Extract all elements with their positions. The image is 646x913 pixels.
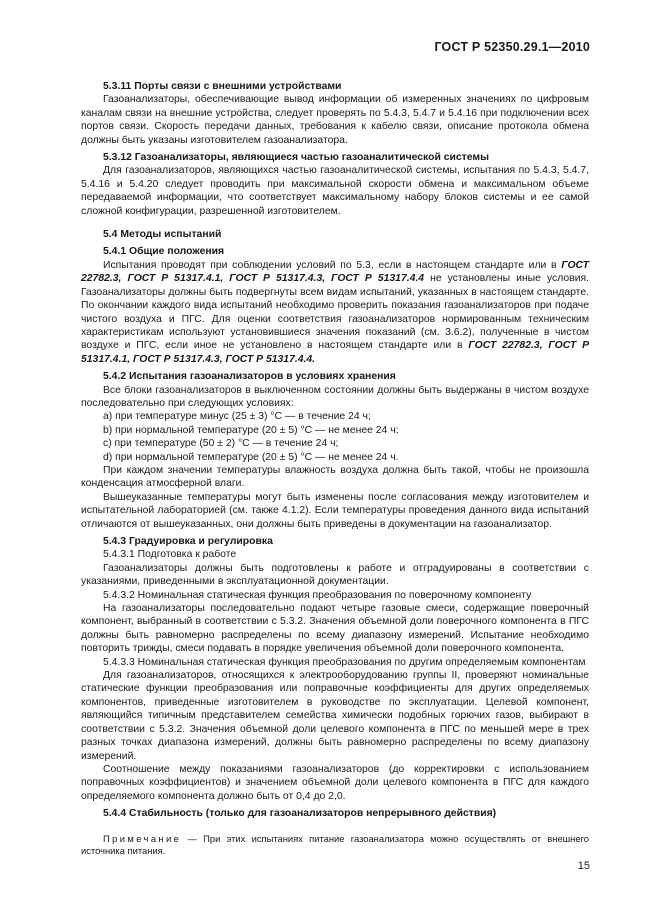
note — [81, 833, 589, 858]
paragraph-temperature-changes: Вышеуказанные температуры могут быть изменены после согласования между изготовителем и испытательной лабораторией (см. также 4.1.2). Если температуры проведения данного вида испытаний отличаются от вышеуказанных, они должны быть приведены в документации на газоанализатор. — [81, 491, 589, 530]
heading-5-4: 5.4 Методы испытаний — [103, 229, 222, 241]
heading-5-4-3: 5.4.3 Градуировка и регулировка — [103, 536, 273, 547]
heading-5-3-12: 5.3.12 Газоанализаторы, являющиеся частью газоаналитической системы — [103, 152, 489, 164]
paragraph-5-4-3-2: На газоанализаторы последовательно подают четыре газовые смеси, содержащие поверочный компонент, выбранный в соответствии с 5.3.2. Значения объемной доли поверочного компонента в ПГС должны быть равномерно распределены по всему диапазону измерений. Испытание необходимо повторить трижды, смеси подавать в порядке увеличения объемной доли поверочного компонента. — [81, 603, 589, 655]
paragraph-5-3-11: Газоанализаторы, обеспечивающие вывод информации об измеренных значениях по цифровым каналам связи на внешние устройства, следует проверять по 5.4.3, 5.4.7 и 5.4.16 при подключении всех портов связи. Скорость передачи данных, требования к кабелю связи, описание протокола обмена должны быть указаны изготовителем газоанализатора. — [81, 94, 589, 146]
paragraph-5-4-3-3-b: Соотношение между показаниями газоанализаторов (до корректировки с использованием поправочных коэффициентов) и значением объемной доли целевого компонента в ПГС для каждого определяемого компонента должно быть от 0,4 до 2,0. — [81, 763, 589, 802]
subheading-5-4-3-2: 5.4.3.2 Номинальная статическая функция преобразования по поверочному компоненту — [103, 589, 532, 601]
page-number: 15 — [577, 860, 590, 872]
heading-5-4-1: 5.4.1 Общие положения — [103, 246, 225, 258]
standard-header: ГОСТ Р 52350.29.1—2010 — [434, 40, 590, 54]
subheading-5-4-3-3: 5.4.3.3 Номинальная статическая функция преобразования по другим определяемым компонентам — [103, 656, 586, 668]
note-label: Примечание — [103, 832, 182, 844]
paragraph-5-4-3-3-a: Для газоанализаторов, относящихся к электрооборудованию группы II, проверяют номинальные статические функции преобразования или поправочные коэффициенты для других определяемых компонентов, приведенные изготовителем в руководстве по эксплуатации. Целевой компонент, являющийся типичным представителем семейства химически подобных горючих газов, выбирают в соответствии с 5.3.2. Значения объемной доли целевого компонента в ПГС по меньшей мере в трех разных точках диапазона измерений, должны быть равномерно распределены по всему диапазону измерений. — [81, 670, 589, 762]
paragraph-5-4-1-part-1: Испытания проводят при соблюдении условий по 5.3, если в настоящем стандарте или в — [103, 259, 557, 271]
note-text: — При этих испытаниях питание газоанализатора можно осуществлять от внешнего источника питания. — [81, 832, 589, 856]
list-item: d) при нормальной температуре (20 ± 5) °С — не менее 24 ч. — [103, 451, 399, 463]
heading-5-4-2: 5.4.2 Испытания газоанализаторов в условиях хранения — [103, 371, 396, 383]
paragraph-5-4-3-1: Газоанализаторы должны быть подготовлены к работе и отградуированы в соответствии с указаниями, приведенными в эксплуатационной документации. — [81, 562, 589, 588]
heading-5-4-4: 5.4.4 Стабильность (только для газоанализаторов непрерывного действия) — [103, 808, 497, 820]
paragraph-5-4-1 — [81, 259, 589, 366]
list-item: а) при температуре минус (25 ± 3) °С — в течение 24 ч; — [103, 411, 371, 423]
list-item: с) при температуре (50 ± 2) °С — в течение 24 ч; — [103, 438, 339, 450]
standards-reference-2: ГОСТ 22782.3, ГОСТ Р 51317.4.1, ГОСТ Р 51317.4.3, ГОСТ Р 51317.4.4. — [81, 340, 589, 365]
subheading-5-4-3-1: 5.4.3.1 Подготовка к работе — [103, 549, 237, 561]
list-item: b) при нормальной температуре (20 ± 5) °С — не менее 24 ч; — [103, 424, 399, 436]
document-body — [81, 80, 589, 857]
paragraph-humidity: При каждом значении температуры влажность воздуха должна быть такой, чтобы не произошла конденсация атмосферной влаги. — [81, 464, 589, 490]
heading-5-3-11: 5.3.11 Порты связи с внешними устройствами — [103, 81, 342, 92]
paragraph-5-3-12: Для газоанализаторов, являющихся частью газоаналитической системы, испытания по 5.4.3, 5.4.7, 5.4.16 и 5.4.20 следует проводить при максимальной скорости обмена и максимальном объеме передаваемой информации, что соответствует максимальному набору блоков системы и ее самой сложной конфигурации, разрешенной изготовителем. — [81, 165, 589, 217]
paragraph-5-4-2-intro: Все блоки газоанализаторов в выключенном состоянии должны быть выдержаны в чистом воздухе последовательно при следующих условиях: — [81, 384, 589, 409]
standards-reference-1: ГОСТ 22782.3, ГОСТ Р 51317.4.1, ГОСТ Р 51317.4.3, ГОСТ Р 51317.4.4 — [81, 259, 590, 285]
paragraph-5-4-1-part-2: не установлены иные условия. Газоанализаторы должны быть подвергнуты всем видам испытаний, указанных в настоящем стандарте. По окончании каждого вида испытаний необходимо проверить показания газоанализаторов при подаче чистого воздуха и ПГС. Для оценки соответствия газоанализаторов нормированным техническим характеристикам используют установившиеся значения показаний (см. 3.6.2), полученные в чистом воздухе и ПГС, если иное не установлено в настоящем стандарте или в — [81, 273, 590, 352]
